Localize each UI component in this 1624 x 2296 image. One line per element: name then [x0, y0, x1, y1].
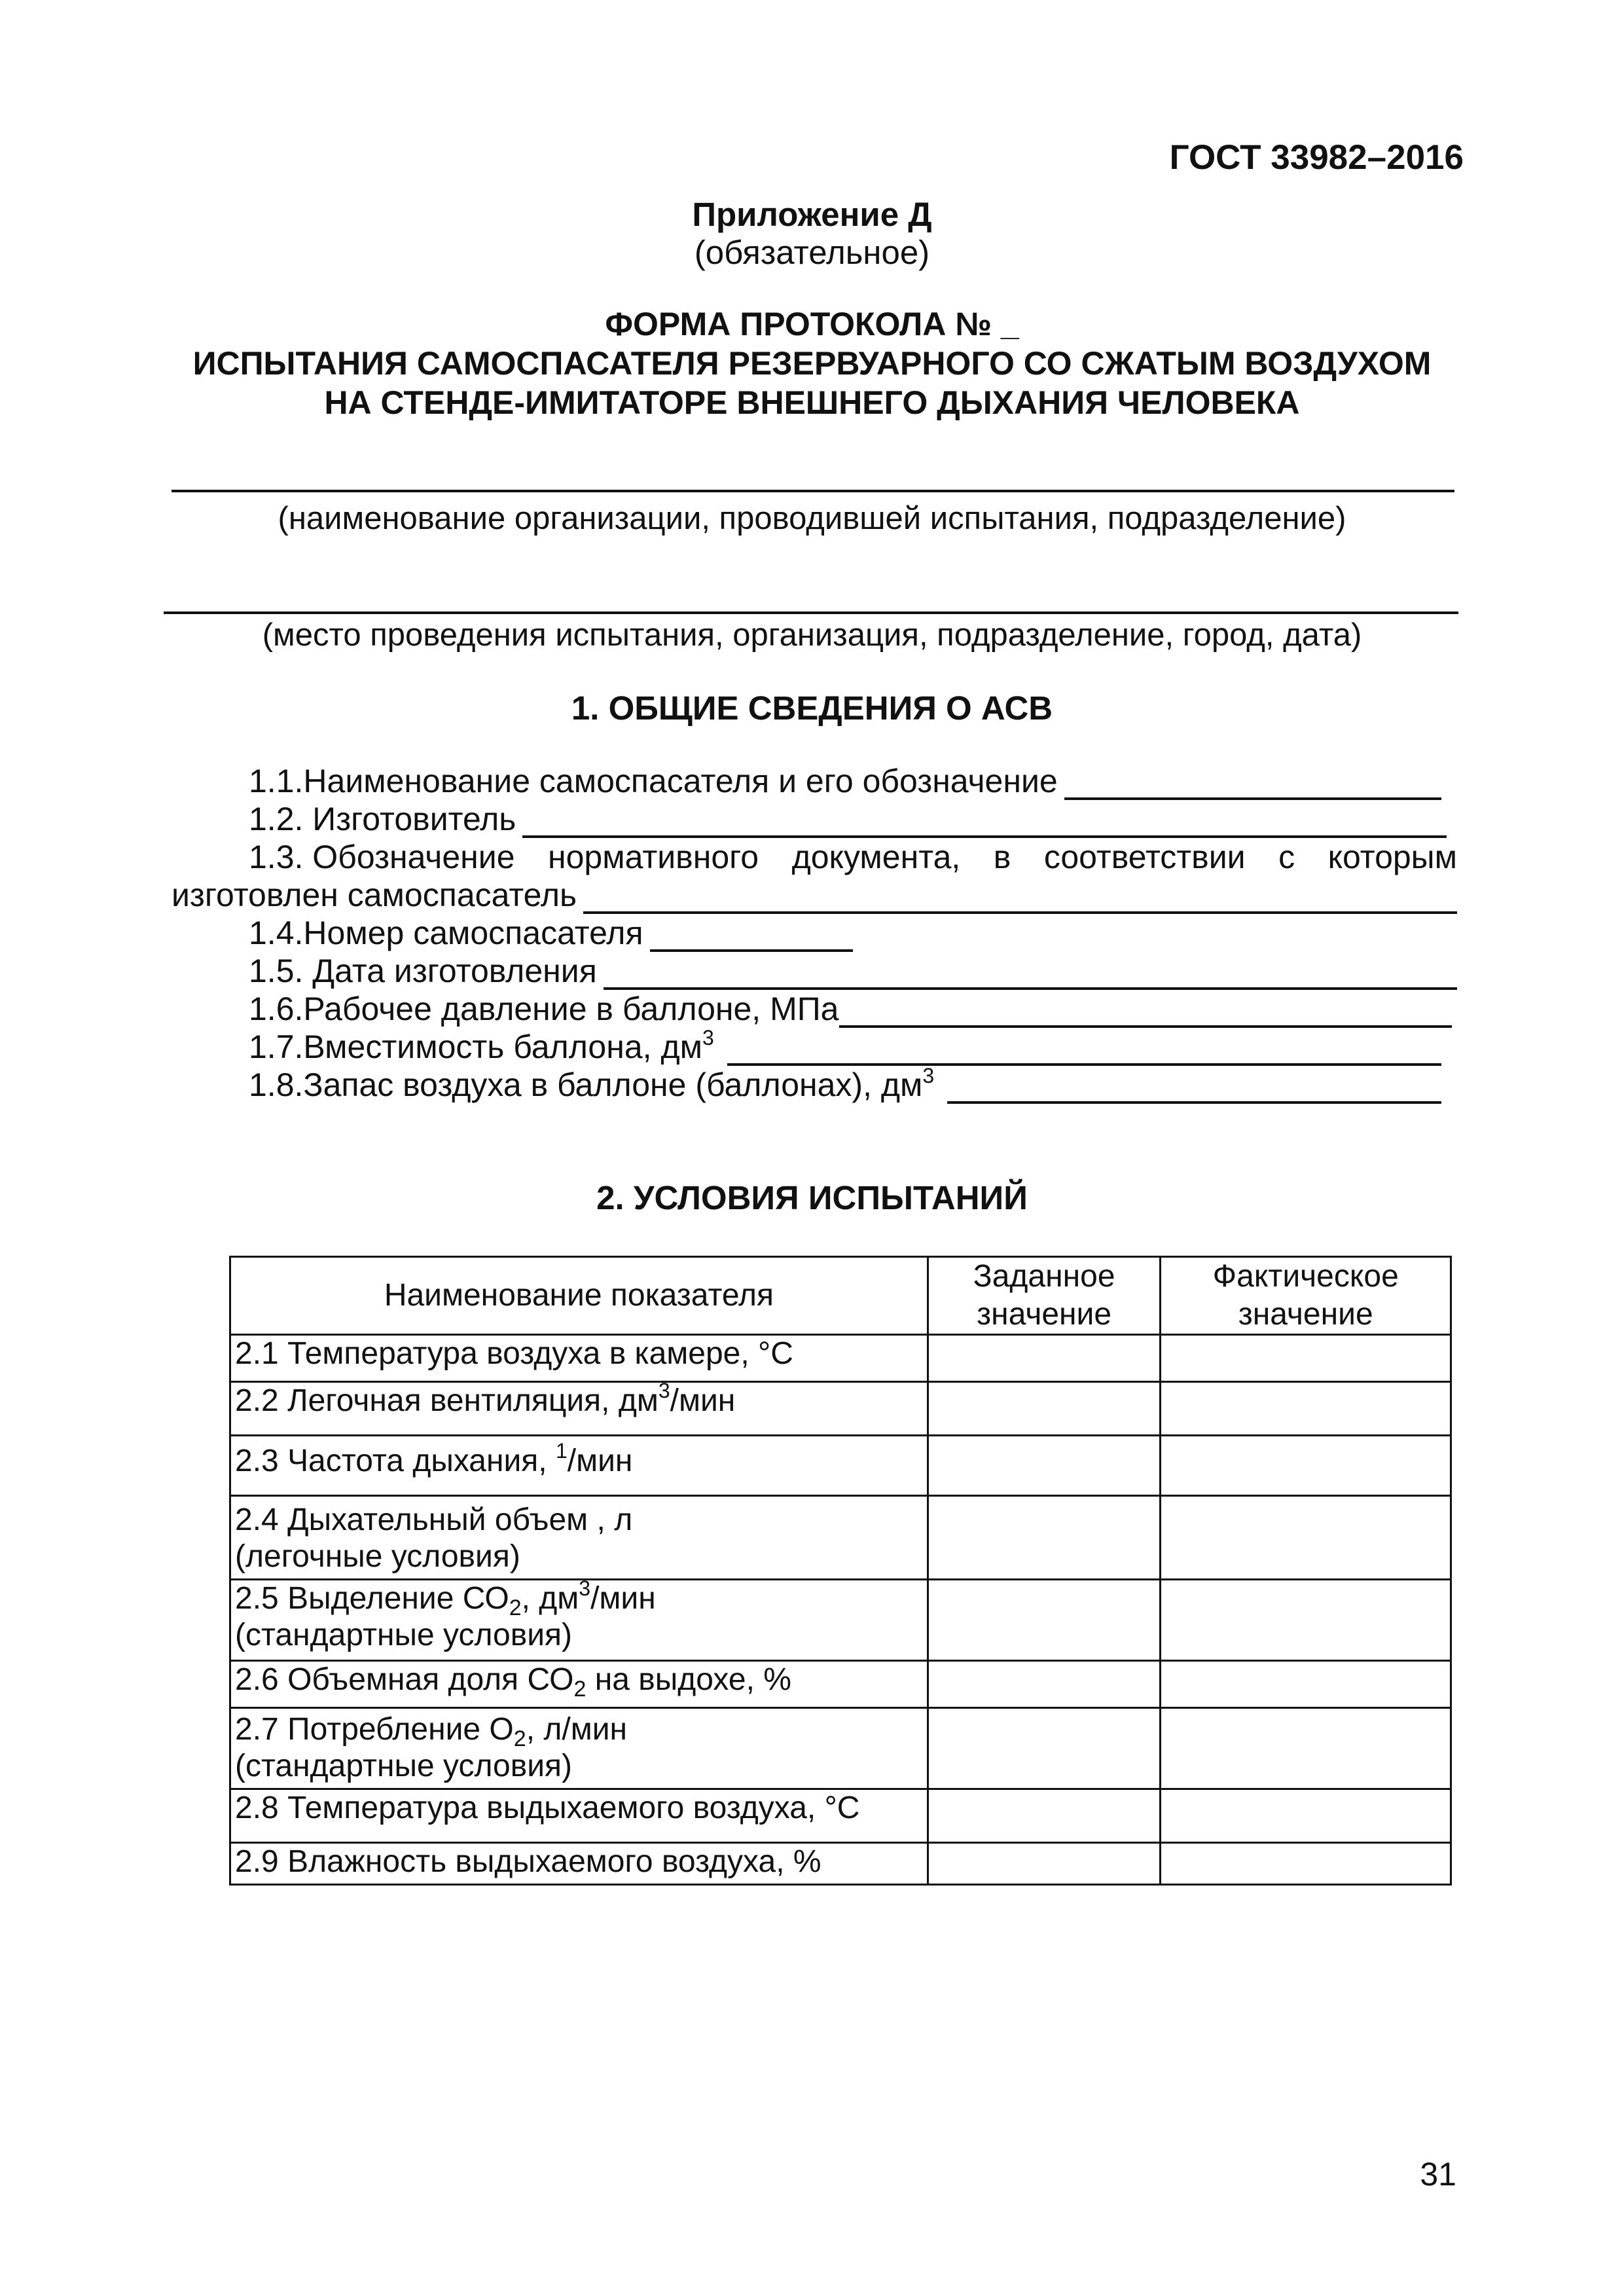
- actual-value-cell[interactable]: [1161, 1496, 1451, 1580]
- table-row: [230, 1580, 1451, 1661]
- table-row: [230, 1661, 1451, 1708]
- table-row: [230, 1382, 1451, 1436]
- field-1-3: [171, 876, 1457, 914]
- field-1-3-line-1: [249, 838, 1457, 876]
- field-1-3-word: документа,: [791, 839, 961, 875]
- table-header-row: [230, 1257, 1451, 1335]
- column-header-set-value: Заданное значение: [928, 1257, 1161, 1335]
- field-1-5-blank[interactable]: [604, 958, 1457, 990]
- field-1-3-word: нормативного: [548, 839, 759, 875]
- table-row: [230, 1436, 1451, 1496]
- actual-value-cell[interactable]: [1161, 1580, 1451, 1661]
- field-1-8: [249, 1066, 1441, 1104]
- field-1-1: [249, 762, 1441, 800]
- field-1-5: [249, 952, 1457, 990]
- actual-value-cell[interactable]: [1161, 1335, 1451, 1382]
- field-1-3-label: изготовлен самоспасатель: [171, 877, 577, 913]
- column-header-actual-value: Фактическое значение: [1161, 1257, 1451, 1335]
- field-1-7: [249, 1028, 1441, 1066]
- row-label: 2.1 Температура воздуха в камере, °С: [230, 1335, 928, 1382]
- field-1-8-label: 1.8.Запас воздуха в баллоне (баллонах), $дм^3$: [249, 1064, 935, 1103]
- set-value-cell[interactable]: [928, 1708, 1161, 1789]
- set-value-cell[interactable]: [928, 1382, 1161, 1436]
- field-1-8-blank[interactable]: [947, 1072, 1441, 1104]
- appendix-title: Приложение Д: [692, 196, 932, 233]
- field-1-2: [249, 800, 1447, 838]
- set-value-cell[interactable]: [928, 1335, 1161, 1382]
- table-row: [230, 1843, 1451, 1885]
- field-1-3-word: 1.3. Обозначение: [249, 839, 515, 875]
- field-1-1-label: 1.1.Наименование самоспасателя и его обозначение: [249, 763, 1058, 799]
- field-1-5-label: 1.5. Дата изготовления: [249, 953, 597, 989]
- column-header-name: Наименование показателя: [230, 1257, 928, 1335]
- place-fill-line[interactable]: [164, 611, 1458, 614]
- set-value-cell[interactable]: [928, 1661, 1161, 1708]
- field-1-4-blank[interactable]: [650, 920, 853, 952]
- page-number: 31: [1420, 2156, 1456, 2193]
- row-label: 2.8 Температура выдыхаемого воздуха, °С: [230, 1789, 928, 1843]
- set-value-cell[interactable]: [928, 1843, 1161, 1885]
- row-label: 2.7 Потребление $О_2$, л/мин (стандартные условия): [230, 1708, 928, 1789]
- actual-value-cell[interactable]: [1161, 1708, 1451, 1789]
- actual-value-cell[interactable]: [1161, 1843, 1451, 1885]
- field-1-3-word: которым: [1327, 839, 1457, 875]
- section-1-heading: 1. ОБЩИЕ СВЕДЕНИЯ О АСВ: [571, 689, 1053, 727]
- form-title-line-2: ИСПЫТАНИЯ САМОСПАСАТЕЛЯ РЕЗЕРВУАРНОГО СО СЖАТЫМ ВОЗДУХОМ: [192, 345, 1432, 382]
- field-1-2-label: 1.2. Изготовитель: [249, 801, 516, 837]
- field-1-3-word: соответствии: [1043, 839, 1246, 875]
- field-1-6-blank[interactable]: [839, 996, 1453, 1028]
- field-1-6: [249, 990, 1452, 1028]
- appendix-note: (обязательное): [694, 234, 930, 271]
- form-title: [0, 304, 1624, 422]
- set-value-cell[interactable]: [928, 1789, 1161, 1843]
- field-1-6-label: 1.6.Рабочее давление в баллоне, МПа: [249, 991, 839, 1027]
- field-1-3-blank[interactable]: [583, 883, 1457, 914]
- field-1-3-word: в: [993, 839, 1011, 875]
- row-label: 2.9 Влажность выдыхаемого воздуха, %: [230, 1843, 928, 1885]
- row-label: 2.6 Объемная доля $СО_2$ на выдохе, %: [230, 1661, 928, 1708]
- field-1-7-label: 1.7.Вместимость баллона, $дм^3$: [249, 1026, 714, 1065]
- field-1-4-label: 1.4.Номер самоспасателя: [249, 915, 643, 951]
- field-1-7-blank[interactable]: [727, 1034, 1441, 1066]
- organization-caption: (наименование организации, проводившей испытания, подразделение): [278, 501, 1346, 536]
- table-row: [230, 1496, 1451, 1580]
- set-value-cell[interactable]: [928, 1496, 1161, 1580]
- actual-value-cell[interactable]: [1161, 1382, 1451, 1436]
- row-label: 2.4 Дыхательный объем , л (легочные условия): [230, 1496, 928, 1580]
- field-1-4: [249, 914, 853, 952]
- field-1-2-blank[interactable]: [522, 807, 1447, 838]
- row-label: 2.5 Выделение $СО_2$, $дм^3$/мин (стандартные условия): [230, 1580, 928, 1661]
- table-row: [230, 1708, 1451, 1789]
- set-value-cell[interactable]: [928, 1580, 1161, 1661]
- row-label: 2.2 Легочная вентиляция, $дм^3$/мин: [230, 1382, 928, 1436]
- table-row: [230, 1789, 1451, 1843]
- organization-fill-line[interactable]: [171, 490, 1454, 492]
- actual-value-cell[interactable]: [1161, 1661, 1451, 1708]
- actual-value-cell[interactable]: [1161, 1789, 1451, 1843]
- row-label: 2.3 Частота дыхания, $^1$/мин: [230, 1436, 928, 1496]
- form-title-line-1: ФОРМА ПРОТОКОЛА № _: [605, 306, 1019, 342]
- table-row: [230, 1335, 1451, 1382]
- section-2-heading: 2. УСЛОВИЯ ИСПЫТАНИЙ: [596, 1179, 1028, 1216]
- set-value-cell[interactable]: [928, 1436, 1161, 1496]
- document-code: ГОСТ 33982–2016: [1169, 138, 1464, 177]
- conditions-table: [229, 1256, 1452, 1886]
- place-caption: (место проведения испытания, организация, подразделение, город, дата): [262, 617, 1362, 653]
- form-title-line-3: НА СТЕНДЕ-ИМИТАТОРЕ ВНЕШНЕГО ДЫХАНИЯ ЧЕЛОВЕКА: [324, 384, 1300, 421]
- actual-value-cell[interactable]: [1161, 1436, 1451, 1496]
- field-1-1-blank[interactable]: [1064, 769, 1441, 800]
- field-1-3-word: с: [1278, 839, 1295, 875]
